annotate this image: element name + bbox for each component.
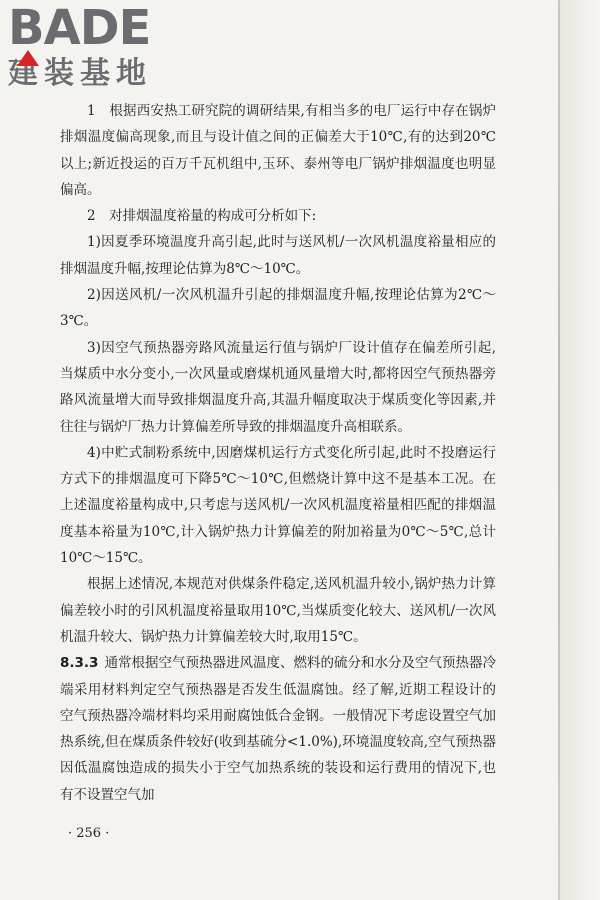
paragraph-subitem-1: 1)因夏季环境温度升高引起,此时与送风机/一次风机温度裕量相应的排烟温度升幅,按理论估算为8℃～10℃。 [60,234,496,277]
paragraph-subitem-3: 3)因空气预热器旁路风流量运行值与锅炉厂设计值存在偏差所引起,当煤质中水分变小,一次风量或磨煤机通风量增大时,都将因空气预热器旁路风流量增大而导致排烟温度升高,其温升幅度取决于煤质变化等因素,并往往与锅炉厂热力计算偏差所导致的排烟温度升高相联系。 [60,339,496,435]
logo-brand-text: BADE [8,0,151,56]
logo-red-triangle-icon [17,50,39,66]
paragraph-item-2: 2 对排烟温度裕量的构成可分析如下: [87,208,317,225]
paragraph-item-1: 1 根据西安热工研究院的调研结果,有相当多的电厂运行中存在锅炉排烟温度偏高现象,而且与设计值之间的正偏差大于10℃,有的达到20℃以上;新近投运的百万千瓦机组中,玉环、泰州等电厂锅炉排烟温度也明显偏高。 [60,103,496,198]
page-gutter-line [558,0,560,900]
section-text: 通常根据空气预热器进风温度、燃料的硫分和水分及空气预热器冷端采用材料判定空气预热器是否发生低温腐蚀。经了解,近期工程设计的空气预热器冷端材料均采用耐腐蚀低合金钢。一般情况下考虑设置空气加热系统,但在煤质条件较好(收到基硫分<1.0%),环境温度较高,空气预热器因低温腐蚀造成的损失小于空气加热系统的装设和运行费用的情况下,也有不设置空气加 [60,655,496,803]
section-number: 8.3.3 [60,655,99,672]
paragraph-subitem-2: 2)因送风机/一次风机温升引起的排烟温度升幅,按理论估算为2℃～3℃。 [60,287,496,330]
page-number: · 256 · [68,826,110,841]
page-body [60,98,496,808]
page-gutter-shade [560,0,600,900]
section-8-3-3 [60,650,496,808]
paragraph-subitem-4: 4)中贮式制粉系统中,因磨煤机运行方式变化所引起,此时不投磨运行方式下的排烟温度可下降5℃～10℃,但燃烧计算中这不是基本工况。在上述温度裕量构成中,只考虑与送风机/一次风机温度裕量相匹配的排烟温度基本裕量为10℃,计入锅炉热力计算偏差的附加裕量为0℃～5℃,总计10℃～15℃。 [60,444,496,567]
logo-subtitle: 建装基地 [8,56,152,91]
paragraph-conclusion: 根据上述情况,本规范对供煤条件稳定,送风机温升较小,锅炉热力计算偏差较小时的引风机温度裕量取用10℃,当煤质变化较大、送风机/一次风机温升较大、锅炉热力计算偏差较大时,取用15℃。 [60,576,496,645]
logo-brand [8,2,183,54]
watermark-logo [8,2,183,94]
